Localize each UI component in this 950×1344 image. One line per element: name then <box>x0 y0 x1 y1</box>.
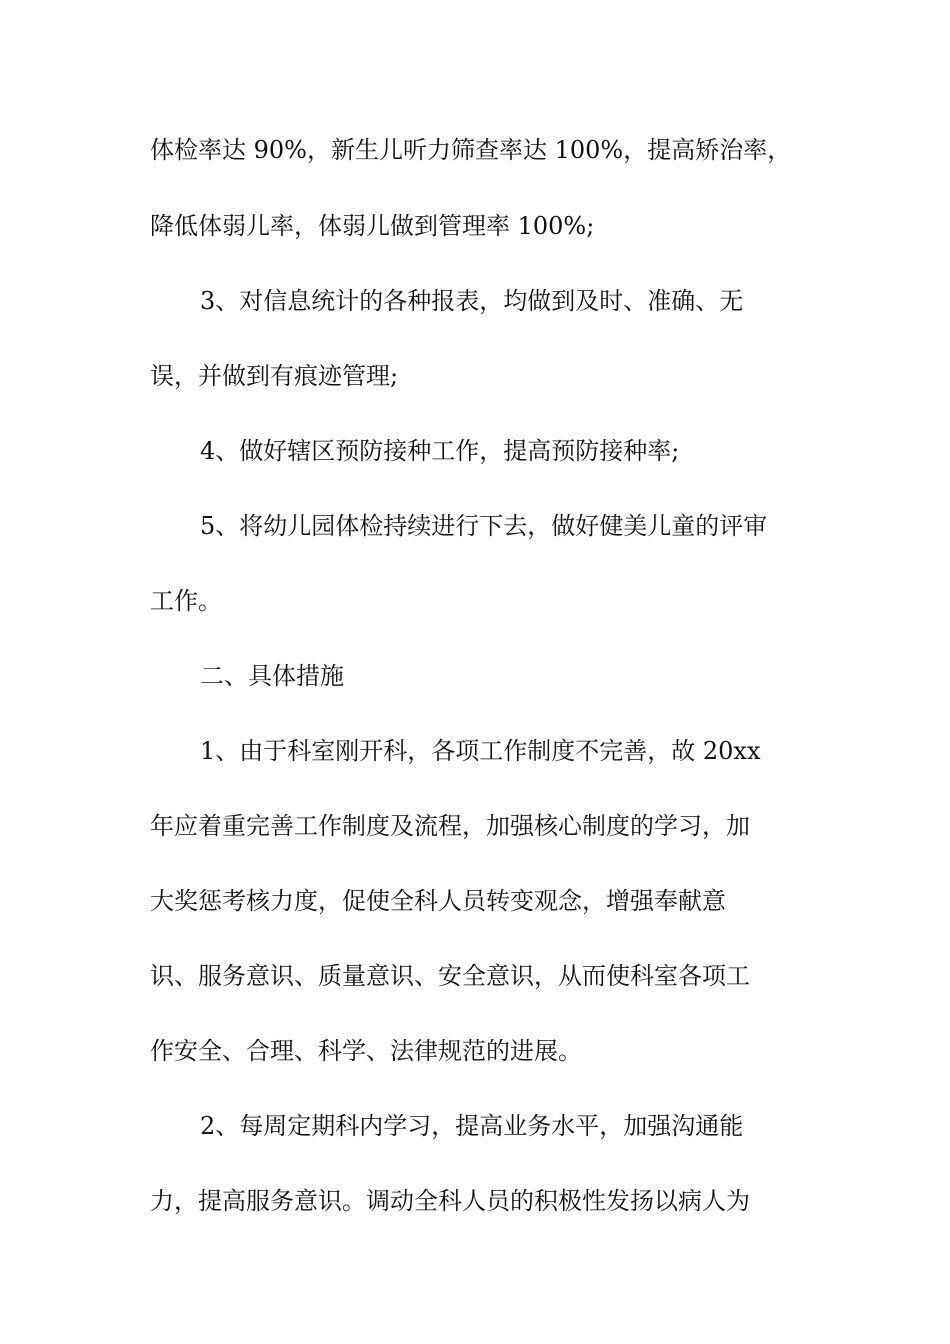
text-line: 5、将幼儿园体检持续进行下去，做好健美儿童的评审 <box>200 512 768 540</box>
text-line: 体检率达 90%，新生儿听力筛查率达 100%，提高矫治率， <box>150 136 792 164</box>
text-line: 工作。 <box>150 587 222 615</box>
text-line: 4、做好辖区预防接种工作，提高预防接种率; <box>200 437 680 465</box>
text-line: 2、每周定期科内学习，提高业务水平，加强沟通能 <box>200 1112 744 1140</box>
text-line: 作安全、合理、科学、法律规范的进展。 <box>150 1037 582 1065</box>
section-heading: 二、具体措施 <box>200 662 344 690</box>
text-line: 降低体弱儿率，体弱儿做到管理率 100%; <box>150 212 595 240</box>
text-line: 力，提高服务意识。调动全科人员的积极性发扬以病人为 <box>150 1187 750 1215</box>
text-line: 识、服务意识、质量意识、安全意识，从而使科室各项工 <box>150 962 750 990</box>
text-line: 年应着重完善工作制度及流程，加强核心制度的学习，加 <box>150 812 750 840</box>
text-line: 误，并做到有痕迹管理; <box>150 362 399 390</box>
text-line: 3、对信息统计的各种报表，均做到及时、准确、无 <box>200 287 744 315</box>
text-line: 1、由于科室刚开科，各项工作制度不完善，故 20xx <box>200 737 761 765</box>
text-line: 大奖惩考核力度，促使全科人员转变观念，增强奉献意 <box>150 887 726 915</box>
